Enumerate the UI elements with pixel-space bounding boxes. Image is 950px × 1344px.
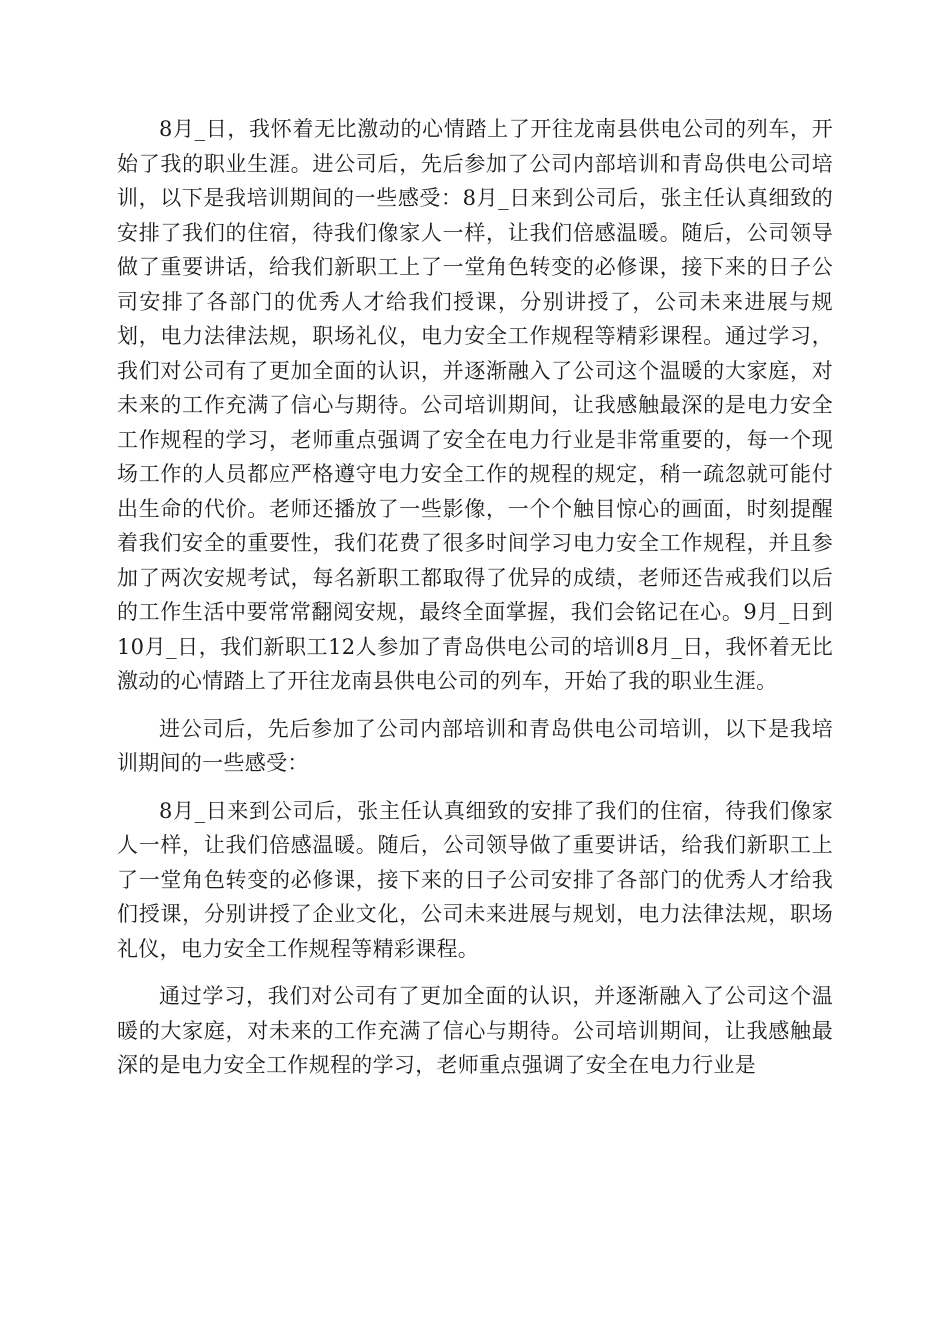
paragraph-1: 8月_日，我怀着无比激动的心情踏上了开往龙南县供电公司的列车，开始了我的职业生涯。进公司后，先后参加了公司内部培训和青岛供电公司培训，以下是我培训期间的一些感受：8月_日来到公司后，张主任认真细致的安排了我们的住宿，待我们像家人一样，让我们倍感温暖。随后，公司领导做了重要讲话，给我们新职工上了一堂角色转变的必修课，接下来的日子公司安排了各部门的优秀人才给我们授课，分别讲授了，公司未来进展与规划，电力法律法规，职场礼仪，电力安全工作规程等精彩课程。通过学习，我们对公司有了更加全面的认识，并逐渐融入了公司这个温暖的大家庭，对未来的工作充满了信心与期待。公司培训期间，让我感触最深的是电力安全工作规程的学习，老师重点强调了安全在电力行业是非常重要的，每一个现场工作的人员都应严格遵守电力安全工作的规程的规定，稍一疏忽就可能付出生命的代价。老师还播放了一些影像，一个个触目惊心的画面，时刻提醒着我们安全的重要性，我们花费了很多时间学习电力安全工作规程，并且参加了两次安规考试，每名新职工都取得了优异的成绩，老师还告戒我们以后的工作生活中要常常翻阅安规，最终全面掌握，我们会铭记在心。9月_日到10月_日，我们新职工12人参加了青岛供电公司的培训8月_日，我怀着无比激动的心情踏上了开往龙南县供电公司的列车，开始了我的职业生涯。: [117, 117, 833, 693]
document-page: [117, 112, 833, 1083]
paragraph-3: 8月_日来到公司后，张主任认真细致的安排了我们的住宿，待我们像家人一样，让我们倍感温暖。随后，公司领导做了重要讲话，给我们新职工上了一堂角色转变的必修课，接下来的日子公司安排了各部门的优秀人才给我们授课，分别讲授了企业文化，公司未来进展与规划，电力法律法规，职场礼仪，电力安全工作规程等精彩课程。: [117, 798, 833, 961]
paragraph-4: 通过学习，我们对公司有了更加全面的认识，并逐渐融入了公司这个温暖的大家庭，对未来的工作充满了信心与期待。公司培训期间，让我感触最深的是电力安全工作规程的学习，老师重点强调了安全在电力行业是: [117, 984, 833, 1077]
paragraph-2: 进公司后，先后参加了公司内部培训和青岛供电公司培训，以下是我培训期间的一些感受：: [117, 716, 833, 775]
